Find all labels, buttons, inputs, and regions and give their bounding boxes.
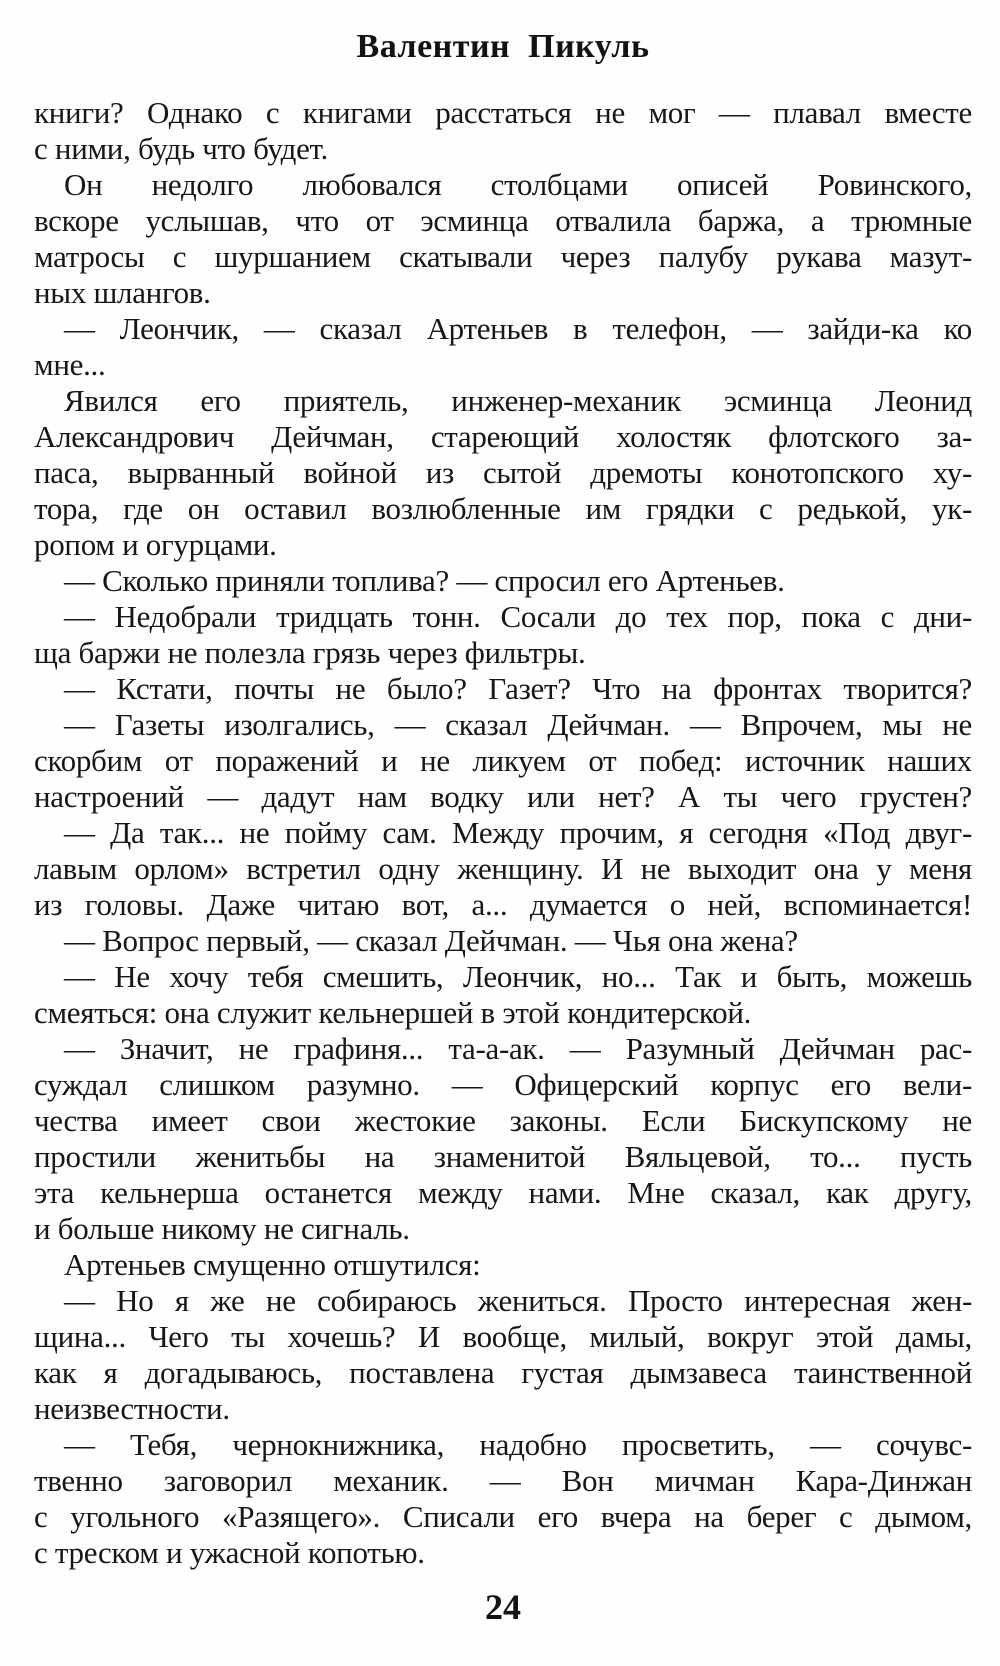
text-line: — Кстати, почты не было? Газет? Что на фронтах творится? (64, 671, 972, 706)
text-line: чества имеет свои жестокие законы. Если Бискупскому не (34, 1103, 972, 1138)
text-line: — Вопрос первый, — сказал Дейчман. — Чья она жена? (64, 923, 798, 958)
text-line: эта кельнерша останется между нами. Мне сказал, как другу, (34, 1175, 972, 1210)
text-line: — Сколько приняли топлива? — спросил его Артеньев. (64, 563, 785, 598)
text-line: неизвестности. (34, 1391, 230, 1426)
paragraph (34, 923, 972, 959)
paragraph (34, 1283, 972, 1427)
paragraph (34, 599, 972, 671)
paragraph (34, 383, 972, 563)
text-line: паса, вырванный войной из сытой дремоты конотопского ху- (34, 455, 972, 490)
paragraph (34, 959, 972, 1031)
paragraph (34, 95, 972, 167)
text-line: Он недолго любовался столбцами описей Ровинского, (64, 167, 972, 202)
text-line: настроений — дадут нам водку или нет? А ты чего грустен? (34, 779, 972, 814)
paragraph (34, 167, 972, 311)
paragraph (34, 563, 972, 599)
text-line: из головы. Даже читаю вот, а... думается о ней, вспоминается! (34, 887, 972, 922)
text-line: — Значит, не графиня... та-а-ак. — Разумный Дейчман рас- (64, 1031, 972, 1066)
text-line: Артеньев смущенно отшутился: (64, 1247, 481, 1282)
paragraph (34, 1427, 972, 1571)
text-line: лавым орлом» встретил одну женщину. И не выходит она у меня (34, 851, 972, 886)
text-line: тора, где он оставил возлюбленные им грядки с редькой, ук- (34, 491, 972, 526)
text-line: ных шлангов. (34, 275, 211, 310)
paragraph (34, 671, 972, 707)
text-line: книги? Однако с книгами расстаться не мог — плавал вместе (34, 95, 972, 130)
text-line: с треском и ужасной копотью. (34, 1535, 425, 1570)
running-header-author: Валентин Пикуль (356, 28, 650, 65)
text-line: как я догадываюсь, поставлена густая дымзавеса таинственной (34, 1355, 972, 1390)
paragraph (34, 1247, 972, 1283)
text-line: — Газеты изолгались, — сказал Дейчман. — Впрочем, мы не (64, 707, 972, 742)
text-line: с ними, будь что будет. (34, 131, 328, 166)
paragraph (34, 311, 972, 383)
text-line: ропом и огурцами. (34, 527, 277, 562)
text-line: твенно заговорил механик. — Вон мичман Кара-Динжан (34, 1463, 972, 1498)
text-line: мне... (34, 347, 106, 382)
text-line: ща баржи не полезла грязь через фильтры. (34, 635, 586, 670)
text-line: суждал слишком разумно. — Офицерский корпус его вели- (34, 1067, 972, 1102)
paragraph (34, 1031, 972, 1247)
text-line: скорбим от поражений и не ликуем от побед: источник наших (34, 743, 972, 778)
text-line: — Не хочу тебя смешить, Леончик, но... Так и быть, можешь (64, 959, 972, 994)
text-block (34, 95, 972, 1571)
text-line: — Леончик, — сказал Артеньев в телефон, — зайди-ка ко (64, 311, 972, 346)
text-line: и больше никому не сигналь. (34, 1211, 410, 1246)
text-line: матросы с шуршанием скатывали через палубу рукава мазут- (34, 239, 972, 274)
text-line: щина... Чего ты хочешь? И вообще, милый, вокруг этой дамы, (34, 1319, 972, 1354)
text-line: — Тебя, чернокнижника, надобно просветить, — сочувс- (64, 1427, 972, 1462)
text-line: смеяться: она служит кельнершей в этой кондитерской. (34, 995, 752, 1030)
paragraph (34, 707, 972, 815)
text-line: — Недобрали тридцать тонн. Сосали до тех пор, пока с дни- (64, 599, 972, 634)
text-line: Александрович Дейчман, стареющий холостяк флотского за- (34, 419, 972, 454)
text-line: вскоре услышав, что от эсминца отвалила баржа, а трюмные (34, 203, 972, 238)
text-line: с угольного «Разящего». Списали его вчера на берег с дымом, (34, 1499, 972, 1534)
text-line: Явился его приятель, инженер-механик эсминца Леонид (64, 383, 972, 418)
paragraph (34, 815, 972, 923)
text-line: — Да так... не пойму сам. Между прочим, я сегодня «Под двуг- (64, 815, 972, 850)
page-number: 24 (485, 1587, 521, 1627)
text-line: простили женитьбы на знаменитой Вяльцевой, то... пусть (34, 1139, 972, 1174)
text-line: — Но я же не собираюсь жениться. Просто интересная жен- (64, 1283, 972, 1318)
